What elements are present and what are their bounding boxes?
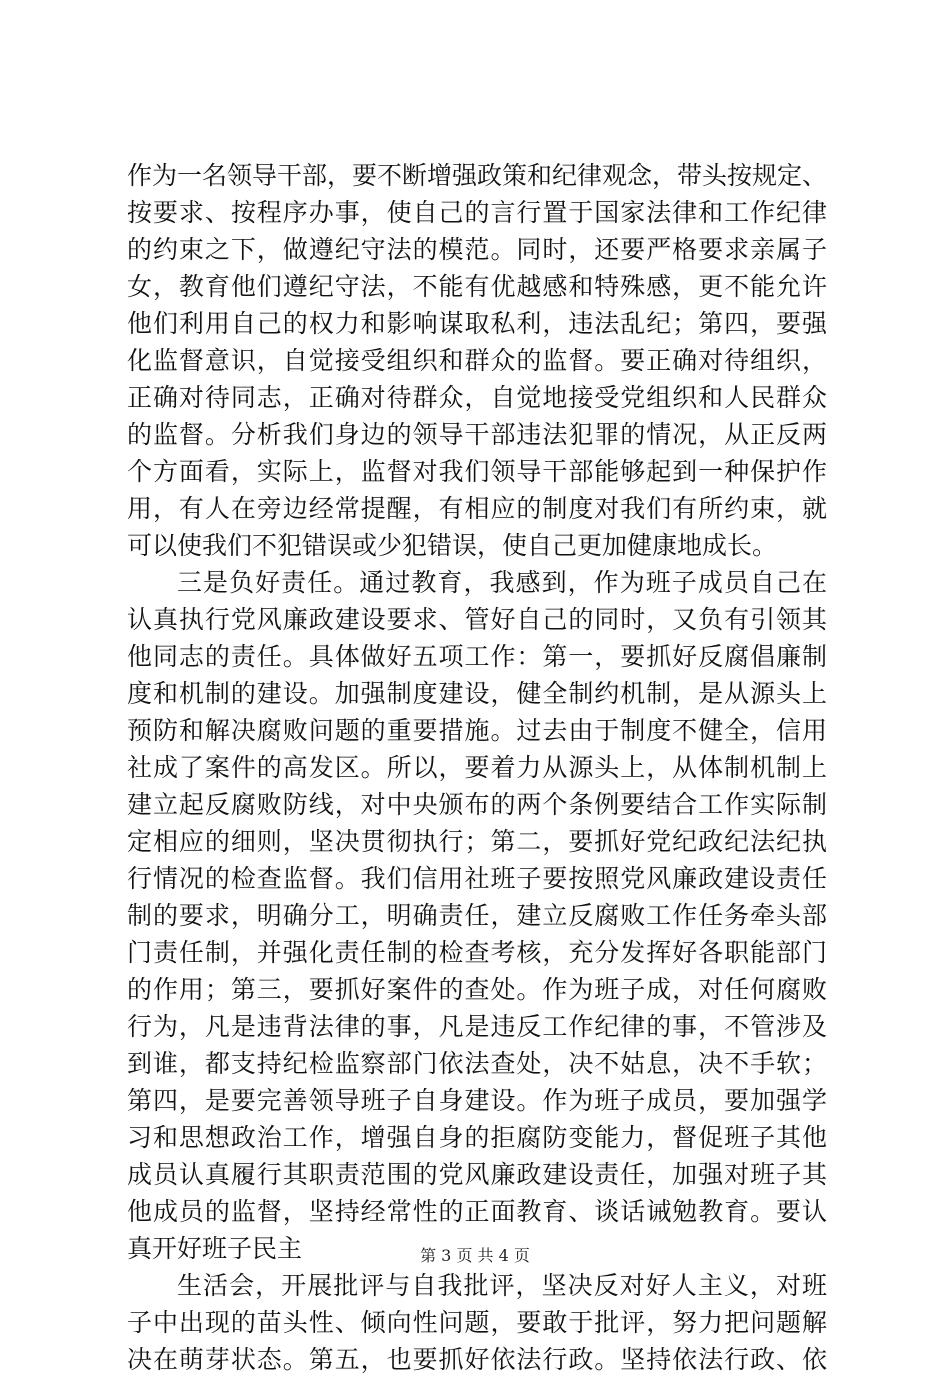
text-line: 他同志的责任。具体做好五项工作：第一，要抓好反腐倡廉制 [127,642,827,671]
text-line: 预防和解决腐败问题的重要措施。过去由于制度不健全，信用 [127,716,827,745]
text-line: 习和思想政治工作，增强自身的拒腐防变能力，督促班子其他 [127,1123,827,1152]
text-line: 行为，凡是违背法律的事，凡是违反工作纪律的事，不管涉及 [127,1012,827,1041]
text-line: 三是负好责任。通过教育，我感到，作为班子成员自己在 [177,568,827,597]
text-line: 正确对待同志，正确对待群众，自觉地接受党组织和人民群众 [127,383,827,412]
text-line: 社成了案件的高发区。所以，要着力从源头上，从体制机制上 [127,753,827,782]
text-line: 认真执行党风廉政建设要求、管好自己的同时，又负有引领其 [127,605,827,634]
text-line: 决在萌芽状态。第五，也要抓好依法行政。坚持依法行政、依 [127,1345,827,1374]
text-line: 建立起反腐败防线，对中央颁布的两个条例要结合工作实际制 [127,790,827,819]
text-line: 可以使我们不犯错误或少犯错误，使自己更加健康地成长。 [127,531,778,560]
text-line: 制的要求，明确分工，明确责任，建立反腐败工作任务牵头部 [127,901,827,930]
text-line: 作为一名领导干部，要不断增强政策和纪律观念，带头按规定、 [127,161,827,190]
text-line: 门责任制，并强化责任制的检查考核，充分发挥好各职能部门 [127,938,827,967]
text-line: 用，有人在旁边经常提醒，有相应的制度对我们有所约束，就 [127,494,827,523]
text-line: 子中出现的苗头性、倾向性问题，要敢于批评，努力把问题解 [127,1308,827,1337]
text-line: 到谁，都支持纪检监察部门依法查处，决不姑息，决不手软； [127,1049,827,1078]
text-line: 的监督。分析我们身边的领导干部违法犯罪的情况，从正反两 [127,420,827,449]
text-line: 成员认真履行其职责范围的党风廉政建设责任，加强对班子其 [127,1160,827,1189]
text-line: 个方面看，实际上，监督对我们领导干部能够起到一种保护作 [127,457,827,486]
text-line: 他成员的监督，坚持经常性的正面教育、谈话诫勉教育。要认 [127,1197,827,1226]
text-line: 定相应的细则，坚决贯彻执行；第二，要抓好党纪政纪法纪执 [127,827,827,856]
text-line: 生活会，开展批评与自我批评，坚决反对好人主义，对班 [177,1271,827,1300]
text-line: 按要求、按程序办事，使自己的言行置于国家法律和工作纪律 [127,198,827,227]
text-line: 第四，是要完善领导班子自身建设。作为班子成员，要加强学 [127,1086,827,1115]
text-line: 的约束之下，做遵纪守法的模范。同时，还要严格要求亲属子 [127,235,827,264]
text-line: 行情况的检查监督。我们信用社班子要按照党风廉政建设责任 [127,864,827,893]
text-line: 真开好班子民主 [127,1234,303,1263]
text-line: 女，教育他们遵纪守法，不能有优越感和特殊感，更不能允许 [127,272,827,301]
text-line: 的作用；第三，要抓好案件的查处。作为班子成，对任何腐败 [127,975,827,1004]
page-number-footer: 第 3 页 共 4 页 [420,1246,530,1265]
text-line: 他们利用自己的权力和影响谋取私利，违法乱纪；第四，要强 [127,309,827,338]
body-text [127,157,827,1378]
text-line: 度和机制的建设。加强制度建设，健全制约机制，是从源头上 [127,679,827,708]
text-line: 化监督意识，自觉接受组织和群众的监督。要正确对待组织， [127,346,827,375]
